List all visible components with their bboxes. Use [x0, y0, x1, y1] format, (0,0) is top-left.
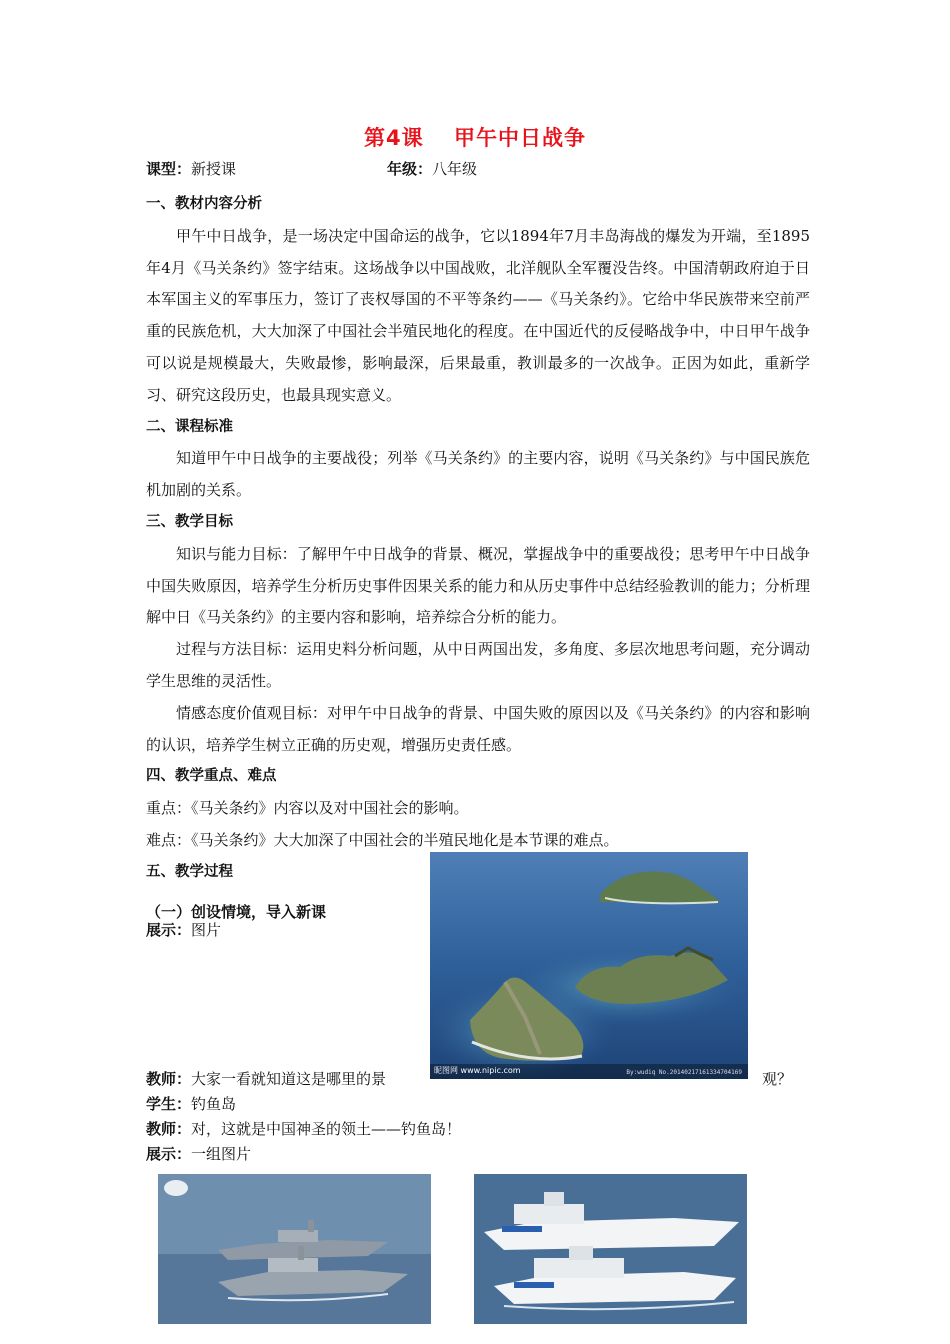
show-line-1	[146, 919, 221, 940]
teacher-line-2	[146, 1118, 461, 1139]
document-body	[146, 189, 810, 889]
grade: 年级：八年级	[387, 160, 478, 178]
show-label: 展示：	[146, 1145, 192, 1163]
teacher-text-2: 对，这就是中国神圣的领土——钓鱼岛！	[191, 1120, 462, 1138]
section-heading-3: 三、教学目标	[146, 513, 233, 530]
grade-value: 八年级	[432, 160, 478, 178]
teacher-line-1	[146, 1068, 386, 1089]
islands-id: By:wudiq No.20140217161334704169	[626, 1069, 742, 1076]
difficult-point: 难点：《马关条约》大大加深了中国社会的半殖民地化是本节课的难点。	[146, 830, 619, 849]
section-3-paragraph-1: 知识与能力目标：了解甲午中日战争的背景、概况，掌握战争中的重要战役；思考甲午中日战争中国失败原因，培养学生分析历史事件因果关系的能力和从历史事件中总结经验教训的能力；分析理解中日《马关条约》的主要内容和影响，培养综合分析的能力。	[146, 544, 810, 627]
islands-illustration	[430, 852, 748, 1079]
lesson-type: 课型：新授课	[146, 160, 237, 178]
student-label: 学生：	[146, 1095, 192, 1113]
patrol-ships-photo	[158, 1174, 431, 1324]
teacher-label: 教师：	[146, 1120, 192, 1138]
key-point: 重点：《马关条约》内容以及对中国社会的影响。	[146, 799, 469, 818]
coast-guard-ships-photo	[474, 1174, 747, 1324]
show-line-2	[146, 1143, 251, 1164]
coast-guard-illustration	[474, 1174, 747, 1324]
section-heading-1: 一、教材内容分析	[146, 196, 262, 212]
section-heading-4: 四、教学重点、难点	[146, 768, 277, 785]
section-heading-5: 五、教学过程	[146, 863, 233, 880]
show-text-1: 图片	[191, 921, 222, 939]
teacher-text-1: 大家一看就知道这是哪里的景	[191, 1070, 387, 1088]
student-line-1	[146, 1093, 236, 1114]
islands-watermark: 昵图网 www.nipic.com	[434, 1066, 521, 1075]
lesson-type-label: 课型	[146, 160, 177, 178]
lesson-type-value: 新授课	[191, 160, 237, 178]
grade-label: 年级	[387, 160, 418, 178]
teacher-text-1-tail: 观？	[762, 1070, 793, 1088]
student-text-1: 钓鱼岛	[191, 1095, 237, 1113]
show-text-2: 一组图片	[191, 1145, 252, 1163]
subsection-heading-1: （一）创设情境，导入新课	[146, 903, 327, 921]
patrol-ships-illustration	[158, 1174, 431, 1324]
diaoyu-islands-photo	[430, 852, 748, 1079]
section-3-paragraph-2: 过程与方法目标：运用史料分析问题，从中日两国出发，多角度、多层次地思考问题，充分调动学生思维的灵活性。	[146, 640, 810, 690]
show-label: 展示：	[146, 921, 192, 939]
section-1-paragraph: 甲午中日战争，是一场决定中国命运的战争，它以1894年7月丰岛海战的爆发为开端，至1895年4月《马关条约》签字结束。这场战争以中国战败，北洋舰队全军覆没告终。中国清朝政府迫于日本军国主义的军事压力，签订了丧权辱国的不平等条约——《马关条约》。它给中华民族带来空前严重的民族危机，大大加深了中国社会半殖民地化的程度。在中国近代的反侵略战争中，中日甲午战争可以说是规模最大，失败最惨，影响最深，后果最重，教训最多的一次战争。正因为如此，重新学习、研究这段历史，也最具现实意义。	[146, 226, 810, 404]
section-heading-2: 二、课程标准	[146, 418, 233, 435]
teacher-label: 教师：	[146, 1070, 192, 1088]
section-2-paragraph: 知道甲午中日战争的主要战役；列举《马关条约》的主要内容，说明《马关条约》与中国民族危机加剧的关系。	[146, 449, 810, 500]
lesson-title: 第4课 甲午中日战争	[364, 126, 586, 150]
section-3-paragraph-3: 情感态度价值观目标：对甲午中日战争的背景、中国失败的原因以及《马关条约》的内容和影响的认识，培养学生树立正确的历史观，增强历史责任感。	[146, 703, 810, 754]
